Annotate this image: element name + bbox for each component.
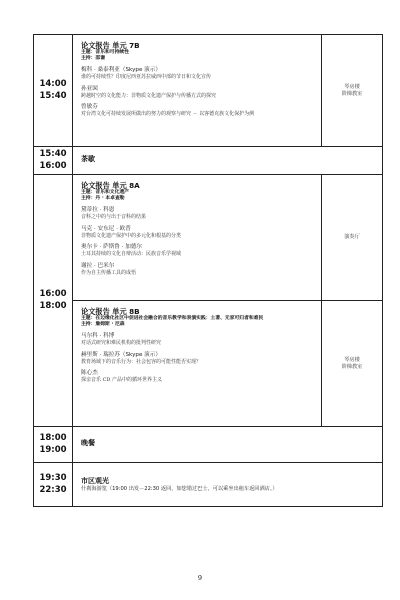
time-start: 19:30 (39, 473, 67, 483)
session-theme: 主题：音乐和文化遗产 (81, 190, 129, 195)
speaker-entry (81, 370, 315, 384)
time-cell (34, 147, 73, 175)
time-cell (34, 427, 73, 463)
time-end: 18:00 (39, 300, 67, 311)
session-cell (73, 35, 322, 147)
page-number: 9 (197, 574, 203, 582)
meal-cell (73, 427, 383, 463)
talk-title: 对台湾文化可持续发展所做出的努力的观察与研究 － 以客德克族文化保护为例 (81, 111, 255, 117)
room-cell (322, 35, 383, 147)
speaker-name: 马尔科 · 科博 (81, 333, 115, 339)
speaker-name: 梅科 · 桑泰利亚（Skype 演示） (81, 67, 161, 73)
speaker-entry (81, 67, 315, 81)
room-label: 琴房楼 阶梯教室 (341, 356, 363, 370)
time-start: 14:00 (39, 79, 67, 89)
break-cell (73, 147, 383, 175)
time-end: 16:00 (39, 160, 67, 171)
room-label: 琴房楼 阶梯教室 (341, 83, 363, 97)
break-label: 茶歇 (81, 154, 95, 163)
time-start: 18:00 (39, 433, 67, 443)
speaker-name: 陈心杰 (81, 370, 98, 376)
schedule-row (34, 427, 383, 463)
speaker-name: 曾敏芬 (81, 104, 98, 110)
schedule-row (34, 301, 383, 427)
session-title: 论文报告 单元 8B (81, 307, 140, 316)
time-end: 19:00 (39, 444, 67, 455)
speaker-entry (81, 226, 315, 240)
excursion-description: 什刹海游览（19:00 出发－22:30 返回，如您错过巴士，可以乘坐出租车返回酒店。） (81, 485, 278, 492)
talk-title: 对话式研究和难民机构的批判性研究 (81, 340, 162, 346)
speaker-entry (81, 352, 315, 366)
session-title: 论文报告 单元 7B (81, 41, 140, 50)
time-start: 16:00 (39, 289, 67, 299)
excursion-title: 市区观光 (81, 476, 109, 485)
session-chair: 主持：詹姆斯 · 尼森 (81, 322, 125, 327)
schedule-table (33, 34, 383, 507)
speaker-name: 赫里斯 · 瑞拉苏（Skype 演示） (81, 351, 161, 358)
speaker-name: 谢拉 · 巴米尔 (81, 262, 115, 269)
schedule-row (34, 463, 383, 507)
room-label: 演奏厅 (344, 234, 360, 240)
talk-title: 跨越时空的文化能力：非物质文化遗产保护与传播方式的探究 (81, 92, 217, 99)
session-cell (73, 175, 322, 301)
speaker-entry (81, 86, 315, 100)
talk-title: 探亲音乐 CD 产品中的循环世界主义 (81, 377, 163, 383)
schedule-row (34, 35, 383, 147)
session-cell (73, 301, 322, 427)
talk-title: 作为自主传播工具的成悟 (81, 269, 137, 276)
time-cell (34, 463, 73, 507)
speaker-entry (81, 333, 315, 347)
session-title: 论文报告 单元 8A (81, 181, 140, 190)
speaker-name: 孙亚囡 (81, 85, 98, 92)
speaker-entry (81, 104, 315, 118)
speaker-name: 黛蒂拉 · 科恩 (81, 207, 115, 213)
excursion-cell (73, 463, 383, 507)
talk-title: 谁的可持续性？印度尼西亚苏拉威西中部的节日和文化宣传 (81, 74, 212, 80)
session-theme: 主题：在边缘化社区中促进社会融合的音乐教学和表演实践：土著、无家可归者和难民 (81, 316, 264, 321)
time-end: 22:30 (39, 484, 67, 495)
speaker-entry (81, 207, 315, 221)
talk-title: 土耳其持续的文化自辩活动：民族音乐学视域 (81, 251, 182, 257)
talk-title: 教育场域下的音乐行为：社会包容的可能性能否实现？ (81, 358, 202, 365)
session-theme: 主题：音乐和可持续性 (81, 50, 129, 55)
speaker-name: 马克 · 安东尼 · 欧普 (81, 225, 131, 232)
time-end: 15:40 (39, 90, 67, 101)
time-cell (34, 35, 73, 147)
schedule-row (34, 147, 383, 175)
speaker-entry (81, 263, 315, 277)
meal-label: 晚餐 (81, 438, 95, 447)
talk-title: 非物质文化遗产保护中的多元化和根基的分类 (81, 232, 182, 239)
session-chair: 主持：丹 · 本卓查勒 (81, 196, 125, 201)
talk-title: 音科之中的与出于音科的结果 (81, 214, 147, 220)
session-chair: 主持：邵谦 (81, 56, 105, 61)
speaker-entry (81, 244, 315, 258)
room-cell (322, 175, 383, 301)
speaker-name: 奥尔卡 · 萨斯鲁 · 加德尔 (81, 244, 143, 250)
time-cell (34, 175, 73, 427)
schedule-row (34, 175, 383, 301)
time-start: 15:40 (39, 149, 67, 159)
room-cell (322, 301, 383, 427)
